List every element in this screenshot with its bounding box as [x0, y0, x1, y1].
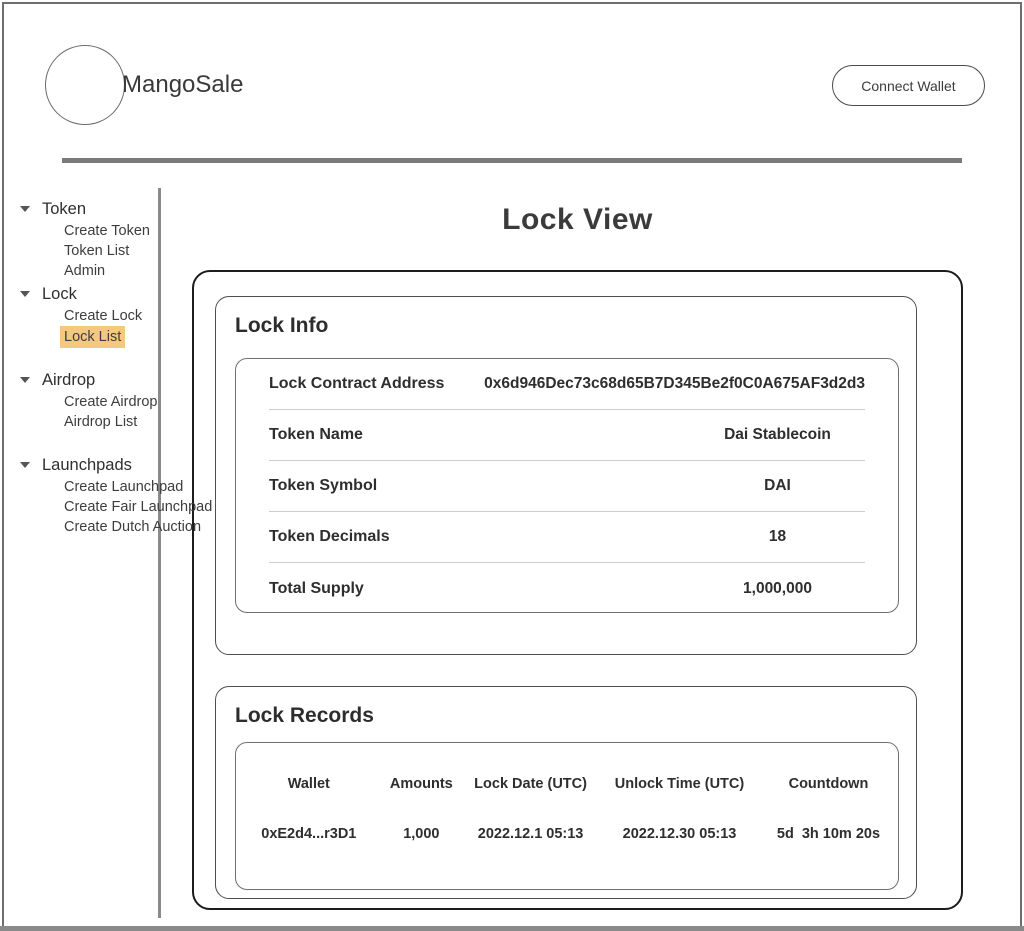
sidebar-item-create-dutch-auction[interactable]: Create Dutch Auction	[64, 519, 202, 535]
lock-view-container	[192, 270, 963, 910]
connect-wallet-button[interactable]: Connect Wallet	[832, 65, 985, 106]
record-amount: 1,000	[403, 826, 440, 842]
record-lock-date: 2022.12.1 05:13	[477, 826, 584, 842]
records-header-row	[236, 759, 898, 809]
column-header-lock-date: Lock Date (UTC)	[474, 776, 587, 792]
chevron-down-icon	[20, 377, 30, 383]
column-header-countdown: Countdown	[788, 776, 869, 792]
chevron-down-icon	[20, 462, 30, 468]
sidebar-group-lock	[20, 306, 158, 346]
lock-records-table	[235, 742, 899, 890]
sidebar-group-token	[20, 221, 158, 281]
lock-info-table	[235, 358, 899, 613]
info-label: Total Supply	[269, 579, 364, 597]
sidebar-group-airdrop	[20, 392, 158, 432]
sidebar-item-lock-list[interactable]: Lock List	[64, 326, 158, 346]
record-unlock-time: 2022.12.30 05:13	[622, 826, 737, 842]
lock-records-title: Lock Records	[235, 704, 374, 727]
token-decimals-value: 18	[768, 528, 787, 545]
sidebar-section-launchpads[interactable]	[20, 453, 158, 477]
sidebar-divider	[158, 188, 161, 918]
column-header-wallet: Wallet	[287, 776, 330, 792]
sidebar-section-label: Launchpads	[42, 455, 132, 474]
brand-title: MangoSale	[122, 71, 244, 98]
header-divider	[62, 158, 962, 163]
info-row-token-decimals	[269, 512, 865, 563]
sidebar-item-create-token[interactable]: Create Token	[64, 223, 150, 239]
total-supply-value: 1,000,000	[743, 579, 812, 597]
sidebar-section-lock[interactable]	[20, 282, 158, 306]
contract-address-value: 0x6d946Dec73c68d65B7D345Be2f0C0A675AF3d2d3	[484, 375, 865, 392]
sidebar-group-launchpads	[20, 477, 213, 537]
info-label: Token Symbol	[269, 477, 378, 494]
sidebar-item-create-fair-launchpad[interactable]: Create Fair Launchpad	[64, 499, 213, 515]
info-label: Token Name	[269, 426, 363, 443]
column-header-unlock-time: Unlock Time (UTC)	[614, 776, 745, 792]
sidebar-section-label: Token	[42, 199, 87, 218]
record-countdown: 5d 3h 10m 20s	[776, 826, 881, 842]
sidebar-section-token[interactable]	[20, 197, 158, 221]
lock-info-title: Lock Info	[235, 314, 329, 337]
sidebar-item-token-list[interactable]: Token List	[64, 243, 130, 259]
sidebar-section-label: Airdrop	[42, 370, 96, 389]
lock-info-card	[215, 296, 917, 655]
column-header-amounts: Amounts	[389, 776, 453, 792]
token-symbol-value: DAI	[764, 477, 791, 494]
info-row-token-symbol	[269, 461, 865, 512]
chevron-down-icon	[20, 206, 30, 212]
info-row-contract-address	[269, 359, 865, 410]
logo-circle	[45, 45, 125, 125]
table-row	[236, 809, 898, 859]
sidebar-section-airdrop[interactable]	[20, 368, 158, 392]
info-label: Token Decimals	[269, 528, 390, 545]
info-row-token-name	[269, 410, 865, 461]
sidebar-section-label: Lock	[42, 284, 77, 303]
token-name-value: Dai Stablecoin	[724, 426, 831, 443]
bottom-bar	[0, 926, 1024, 931]
page-title: Lock View	[502, 203, 653, 236]
sidebar-item-airdrop-list[interactable]: Airdrop List	[64, 414, 138, 430]
sidebar-item-create-airdrop[interactable]: Create Airdrop	[64, 394, 158, 410]
info-label: Lock Contract Address	[269, 375, 445, 392]
info-row-total-supply	[269, 563, 865, 613]
lock-records-card	[215, 686, 917, 899]
sidebar-item-create-launchpad[interactable]: Create Launchpad	[64, 479, 184, 495]
chevron-down-icon	[20, 291, 30, 297]
sidebar	[20, 197, 213, 537]
sidebar-item-create-lock[interactable]: Create Lock	[64, 308, 143, 324]
sidebar-item-admin[interactable]: Admin	[64, 263, 106, 279]
record-wallet: 0xE2d4...r3D1	[261, 826, 357, 842]
